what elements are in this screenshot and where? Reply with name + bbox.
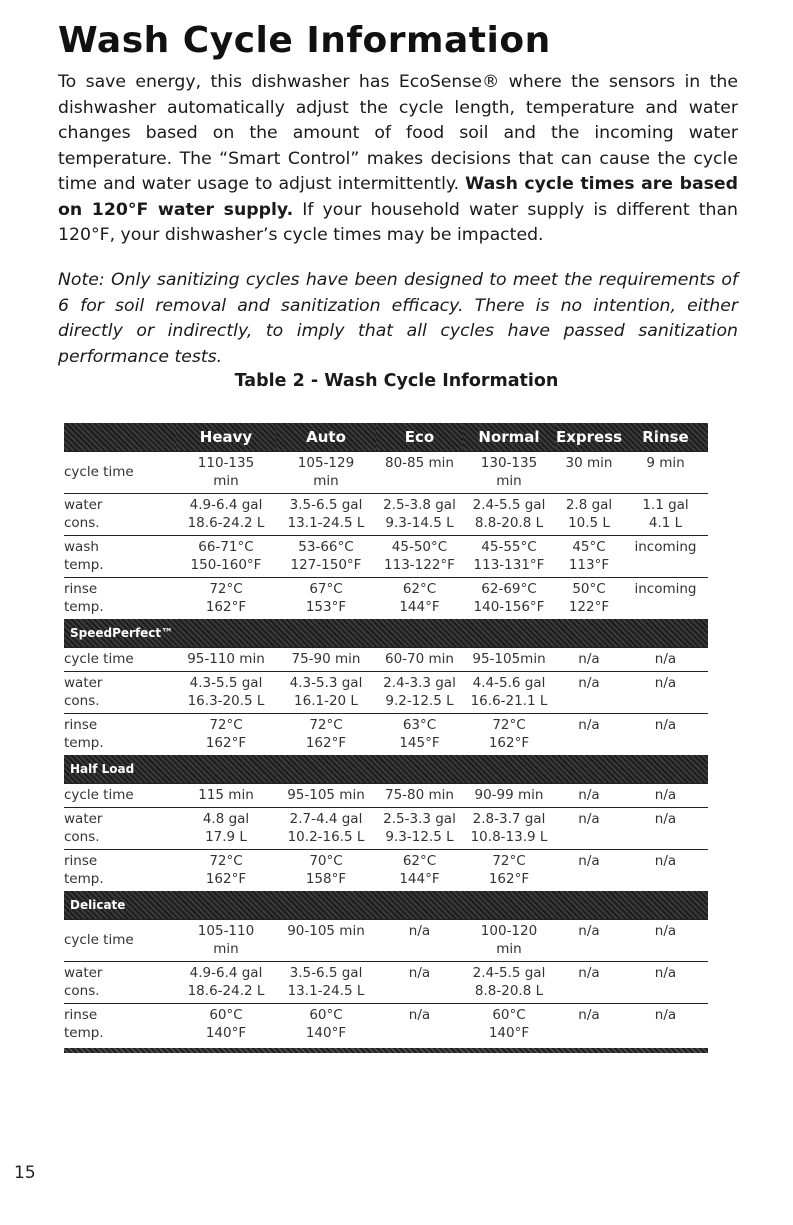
cell-line: 62-69°C [481,581,537,597]
cell-line: n/a [578,853,600,869]
cell-line: 95-105 min [287,787,365,803]
cell-line: 72°C [209,853,243,869]
table-cell [623,920,708,962]
cell-line: 153°F [305,599,347,615]
cell-line: 105-110 [197,923,255,939]
row-label-line: cons. [64,829,100,845]
table-cell [376,1004,463,1046]
table-cell [276,578,376,620]
table-cell [555,920,623,962]
cell-line: 140°F [205,1025,247,1041]
row-label [64,452,176,494]
cell-line: 144°F [399,871,440,887]
table-cell [463,784,555,808]
table-cell [463,536,555,578]
cell-line: 150-160°F [190,557,262,573]
cell-line: n/a [654,923,677,939]
table-cell [463,808,555,850]
cell-line: 60°C [492,1007,526,1023]
table-cell [376,920,463,962]
table-cell [555,648,623,672]
cell-line: 72°C [492,853,526,869]
table-cell [623,850,708,892]
column-header: Rinse [623,423,708,452]
section-title [64,755,708,784]
table-cell [623,494,708,536]
table-cell [176,1004,276,1046]
table-cell [463,578,555,620]
row-label-line: cycle time [64,464,134,480]
cell-line: 122°F [568,599,610,615]
table-cell [176,648,276,672]
cell-line: 60°C [309,1007,343,1023]
row-label [64,494,176,536]
cell-line: 8.8-20.8 L [474,983,544,999]
table-cell [623,536,708,578]
table-cell [463,1004,555,1046]
table-cell [555,452,623,494]
cell-line: 72°C [309,717,343,733]
cell-line: 2.4-5.5 gal [472,497,546,513]
cell-line: 140°F [305,1025,347,1041]
cell-line: 13.1-24.5 L [287,515,365,531]
cell-line: 3.5-6.5 gal [289,965,363,981]
cell-line: 90-105 min [287,923,365,939]
table-row [64,1004,708,1046]
row-label [64,808,176,850]
table-cell [176,494,276,536]
cell-line: n/a [578,717,600,733]
table-cell [276,1004,376,1046]
table-cell [376,578,463,620]
cell-line: 45-55°C [481,539,537,555]
table-cell [176,850,276,892]
cell-line: min [213,473,239,489]
table-body [64,452,708,1046]
table-cell [623,578,708,620]
table-cell [463,920,555,962]
table-cell [555,536,623,578]
table-cell [176,962,276,1004]
column-header: Express [555,423,623,452]
table-cell [555,578,623,620]
row-label-line: cycle time [64,651,134,667]
cell-line: 16.1-20 L [294,693,358,709]
cell-line: 70°C [309,853,343,869]
cell-line: n/a [578,651,600,667]
table-cell [463,452,555,494]
row-label-line: cons. [64,983,100,999]
table-cell [555,962,623,1004]
cell-line: 145°F [399,735,440,751]
page-title: Wash Cycle Information [58,20,551,61]
table-cell [376,962,463,1004]
table-cell [463,672,555,714]
column-header [64,423,176,452]
row-label-line: water [64,811,103,827]
cell-line: n/a [654,651,677,667]
table-cell [276,648,376,672]
page-number: 15 [14,1163,36,1183]
table-cell [555,1004,623,1046]
table-cell [623,672,708,714]
table-cell [376,850,463,892]
cell-line: 130-135 [480,455,538,471]
cell-line: 110-135 [197,455,255,471]
cell-line: 162°F [205,599,247,615]
wash-cycle-table [64,423,708,1045]
cell-line: 10.5 L [568,515,610,531]
row-label-line: cons. [64,515,100,531]
cell-line: 162°F [488,735,530,751]
table-cell [555,850,623,892]
cell-line: 100-120 [480,923,538,939]
column-header: Normal [463,423,555,452]
table-cell [376,808,463,850]
cell-line: 140-156°F [473,599,545,615]
table-row [64,850,708,892]
table-cell [623,808,708,850]
table-cell [176,920,276,962]
cell-line: 2.8 gal [565,497,613,513]
table-cell [276,808,376,850]
row-label-line: water [64,675,103,691]
cell-line: n/a [654,1007,677,1023]
wash-cycle-table-wrap [64,423,708,1053]
cell-line: 45°C [572,539,606,555]
cell-line: n/a [578,1007,600,1023]
cell-line: 10.8-13.9 L [470,829,548,845]
row-label [64,714,176,756]
cell-line: 3.5-6.5 gal [289,497,363,513]
table-header-row [64,423,708,452]
table-cell [555,784,623,808]
row-label-line: wash [64,539,99,555]
section-header-row [64,755,708,784]
cell-line: n/a [578,923,600,939]
cell-line: 75-80 min [385,787,454,803]
table-cell [555,808,623,850]
cell-line: 115 min [198,787,254,803]
row-label [64,578,176,620]
cell-line: 4.9-6.4 gal [189,497,263,513]
column-header: Eco [376,423,463,452]
table-row [64,578,708,620]
table-cell [463,962,555,1004]
table-cell [276,494,376,536]
cell-line: 9.2-12.5 L [385,693,454,709]
table-cell [376,648,463,672]
table-cell [276,920,376,962]
section-header-row [64,891,708,920]
cell-line: 162°F [305,735,347,751]
row-label [64,648,176,672]
cell-line: 72°C [209,717,243,733]
cell-line: n/a [654,787,677,803]
table-cell [276,714,376,756]
table-cell [463,648,555,672]
table-cell [276,536,376,578]
table-cell [276,850,376,892]
table-cell [555,672,623,714]
table-cell [176,452,276,494]
cell-line: 30 min [565,455,613,471]
cell-line: n/a [408,965,431,981]
section-header-row [64,619,708,648]
cell-line: 2.4-5.5 gal [472,965,546,981]
cell-line: n/a [408,923,431,939]
row-label-line: rinse [64,1007,98,1023]
cell-line: n/a [578,675,600,691]
table-cell [276,452,376,494]
table-row [64,672,708,714]
row-label-line: rinse [64,581,98,597]
cell-line: n/a [654,965,677,981]
row-label-line: cycle time [64,787,134,803]
table-row [64,962,708,1004]
table-cell [376,784,463,808]
table-cell [176,784,276,808]
intro-text-end: If your household water supply is different than 120°F, your dishwasher’s cycle times may be impacted. [58,199,738,245]
cell-line: n/a [654,717,677,733]
table-row [64,536,708,578]
table-cell [276,962,376,1004]
cell-line: 60°C [209,1007,243,1023]
table-cell [176,578,276,620]
table-cell [376,714,463,756]
cell-line: 17.9 L [205,829,247,845]
row-label [64,920,176,962]
cell-line: 45-50°C [391,539,448,555]
cell-line: 50°C [572,581,606,597]
section-title-label: Half Load [70,762,135,776]
cell-line: 2.5-3.8 gal [383,497,456,513]
table-cell [623,784,708,808]
intro-bold-text: Wash cycle times are based on 120°F water supply. [58,174,738,220]
cell-line: 2.5-3.3 gal [383,811,456,827]
table-cell [176,808,276,850]
row-label-line: water [64,965,103,981]
cell-line: 60-70 min [385,651,454,667]
table-row [64,920,708,962]
section-title-label: SpeedPerfect™ [70,626,174,640]
table-row [64,784,708,808]
table-row [64,452,708,494]
cell-line: 127-150°F [290,557,362,573]
row-label-line: temp. [64,599,104,615]
row-label-line: temp. [64,871,104,887]
row-label-line: water [64,497,103,513]
table-cell [463,714,555,756]
cell-line: 18.6-24.2 L [187,515,265,531]
cell-line: 8.8-20.8 L [474,515,544,531]
cell-line: 162°F [488,871,530,887]
cell-line: 53-66°C [298,539,354,555]
table-cell [376,452,463,494]
cell-line: 75-90 min [291,651,361,667]
section-title-label: Delicate [70,898,126,912]
cell-line: 13.1-24.5 L [287,983,365,999]
cell-line: 113°F [568,557,610,573]
cell-line: n/a [654,675,677,691]
row-label-line: cycle time [64,932,134,948]
table-cell [623,648,708,672]
cell-line: 105-129 [297,455,355,471]
table-cell [623,962,708,1004]
cell-line: 67°C [309,581,343,597]
cell-line: 62°C [402,853,437,869]
cell-line: 9.3-12.5 L [385,829,454,845]
row-label-line: temp. [64,1025,104,1041]
cell-line: 16.3-20.5 L [187,693,265,709]
row-label [64,850,176,892]
cell-line: 144°F [399,599,440,615]
cell-line: 162°F [205,735,247,751]
table-cell [376,494,463,536]
table-cell [623,714,708,756]
cell-line: 158°F [305,871,347,887]
cell-line: min [496,941,522,957]
cell-line: 4.4-5.6 gal [472,675,546,691]
cell-line: n/a [578,787,600,803]
cell-line: 72°C [492,717,526,733]
cell-line: n/a [654,853,677,869]
cell-line: 2.8-3.7 gal [472,811,546,827]
cell-line: 4.8 gal [202,811,250,827]
table-cell [176,714,276,756]
cell-line: 72°C [209,581,243,597]
table-cell [463,850,555,892]
cell-line: 80-85 min [385,455,454,471]
cell-line: 9 min [646,455,685,471]
cell-line: min [496,473,522,489]
intro-text: To save energy, this dishwasher has EcoSense® where the sensors in the dishwasher automatically adjust the cycle length, temperature and water changes based on the amount of food soil and the incoming water temperature. The “Smart Control” makes decisions that can cause the cycle time and water usage to adjust intermittently. [58,72,738,194]
cell-line: n/a [408,1007,431,1023]
table-bottom-bar [64,1048,708,1053]
cell-line: 2.4-3.3 gal [383,675,456,691]
row-label [64,784,176,808]
table-cell [463,494,555,536]
cell-line: 9.3-14.5 L [385,515,454,531]
cell-line: 113-122°F [384,557,455,573]
cell-line: 90-99 min [474,787,544,803]
cell-line: n/a [654,811,677,827]
row-label-line: temp. [64,735,104,751]
row-label-line: rinse [64,717,98,733]
cell-line: 1.1 gal [642,497,689,513]
cell-line: 162°F [205,871,247,887]
table-cell [555,494,623,536]
intro-paragraph [58,70,738,249]
table-cell [176,536,276,578]
cell-line: 62°C [402,581,437,597]
row-label [64,672,176,714]
table-cell [555,714,623,756]
table-row [64,808,708,850]
table-cell [623,452,708,494]
row-label-line: temp. [64,557,104,573]
table-row [64,494,708,536]
cell-line: incoming [634,539,697,555]
cell-line: min [313,473,339,489]
row-label-line: rinse [64,853,98,869]
table-cell [376,536,463,578]
cell-line: n/a [578,811,600,827]
cell-line: 2.7-4.4 gal [289,811,363,827]
table-cell [276,784,376,808]
cell-line: 4.3-5.3 gal [289,675,363,691]
cell-line: 4.9-6.4 gal [189,965,263,981]
cell-line: 66-71°C [198,539,254,555]
cell-line: 4.1 L [648,515,683,531]
row-label [64,1004,176,1046]
column-header: Auto [276,423,376,452]
row-label [64,962,176,1004]
cell-line: 140°F [488,1025,530,1041]
cell-line: 113-131°F [473,557,545,573]
cell-line: 63°C [402,717,437,733]
table-cell [623,1004,708,1046]
cell-line: incoming [634,581,697,597]
note-paragraph: Note: Only sanitizing cycles have been designed to meet the requirements of 6 for soil removal and sanitization efficacy. There is no intention, either directly or indirectly, to imply that all cycles have passed sanitization performance tests. [58,270,738,367]
cell-line: 4.3-5.5 gal [189,675,263,691]
cell-line: min [213,941,239,957]
row-label [64,536,176,578]
cell-line: 18.6-24.2 L [187,983,265,999]
section-title [64,619,708,648]
cell-line: 95-110 min [187,651,265,667]
column-header: Heavy [176,423,276,452]
cell-line: n/a [578,965,600,981]
row-label-line: cons. [64,693,100,709]
table-caption: Table 2 - Wash Cycle Information [234,371,559,391]
section-title [64,891,708,920]
cell-line: 16.6-21.1 L [470,693,548,709]
table-cell [276,672,376,714]
table-row [64,648,708,672]
cell-line: 95-105min [472,651,546,667]
table-cell [376,672,463,714]
table-row [64,714,708,756]
cell-line: 10.2-16.5 L [287,829,365,845]
table-cell [176,672,276,714]
